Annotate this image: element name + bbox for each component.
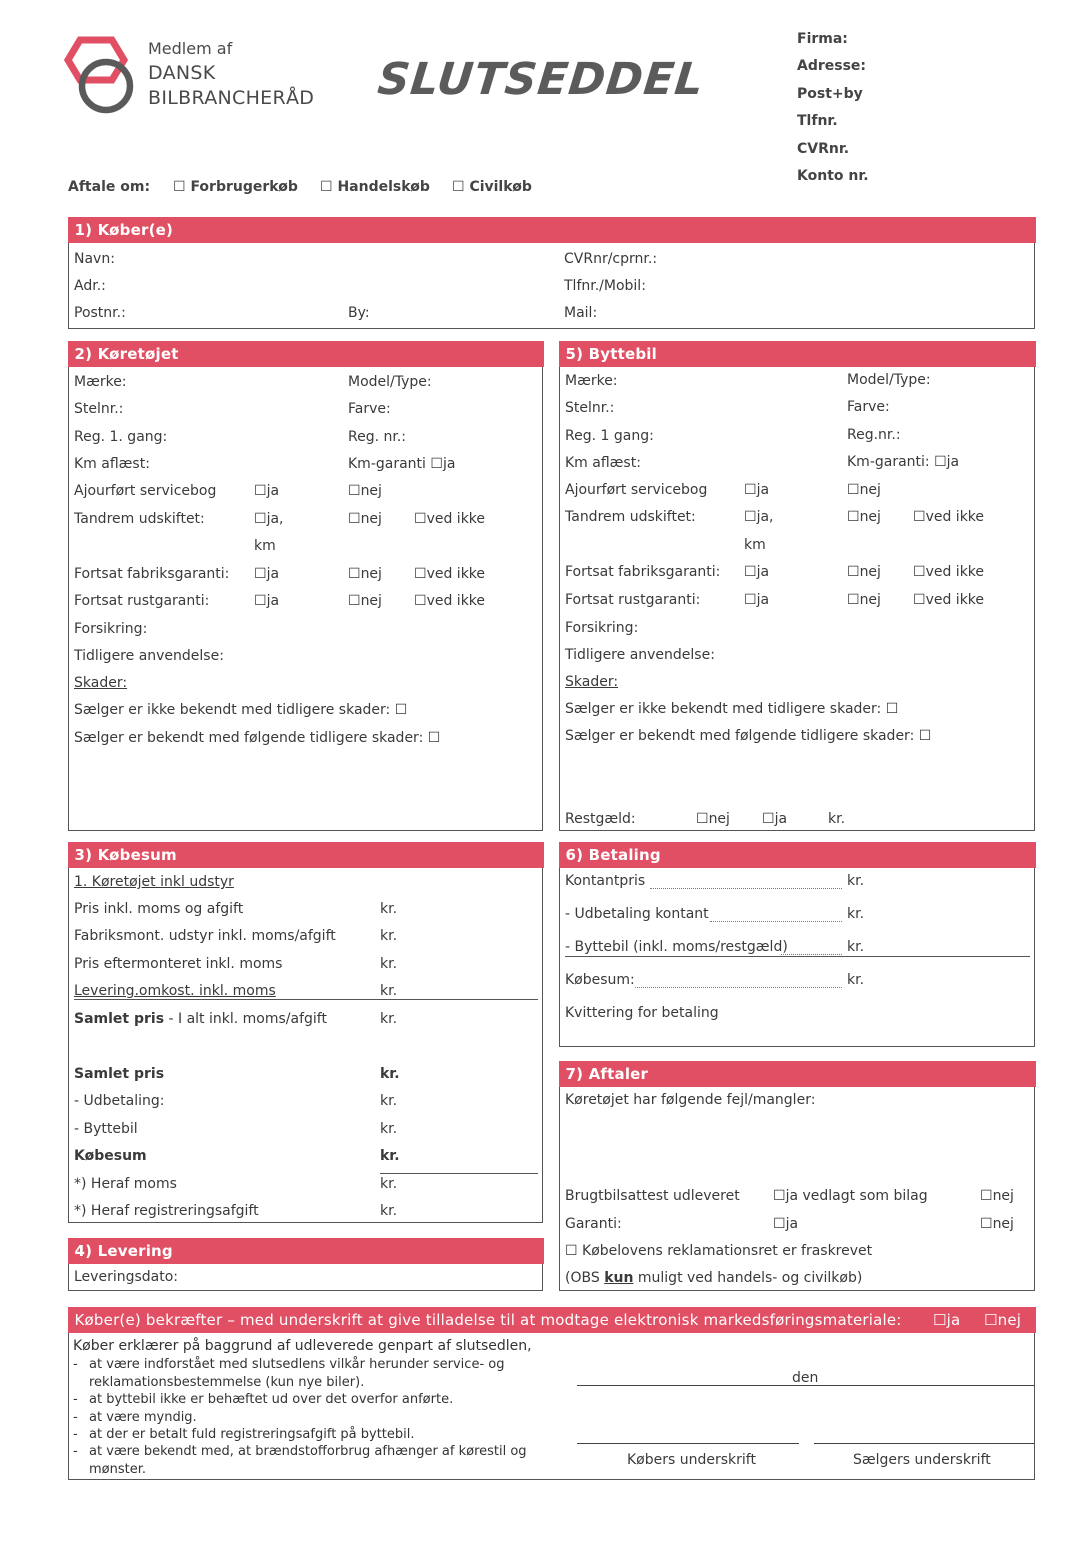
field-farve[interactable]: Farve: [348, 401, 391, 417]
page-title: SLUTSEDDEL [375, 54, 707, 105]
firm-field-adresse: Adresse: [797, 58, 867, 75]
field-leveringsdato[interactable]: Leveringsdato: [74, 1269, 179, 1285]
checkbox-icon [933, 1311, 947, 1329]
koebesum-row-kr[interactable]: kr. [380, 1148, 400, 1164]
dotted-leader [650, 888, 842, 889]
divider [74, 999, 538, 1000]
checkbox-bytte-fabrik-nej[interactable]: ☐ nej [847, 564, 881, 580]
checkbox-icon [984, 1311, 998, 1329]
checkbox-service-ja[interactable]: ☐ ja [254, 483, 279, 499]
checkbox-icon [565, 1243, 578, 1259]
betaling-row-label: - Byttebil (inkl. moms/restgæld) [565, 939, 788, 955]
obs-note: (OBS kun muligt ved handels- og civilkøb) [565, 1270, 863, 1286]
checkbox-icon [414, 566, 427, 582]
checkbox-restgaeld-nej[interactable]: ☐ nej [696, 811, 730, 827]
koebesum-row-kr[interactable]: kr. [380, 928, 398, 944]
section-betaling [559, 842, 1035, 1047]
checkbox-icon [696, 811, 709, 827]
checkbox-icon [320, 179, 333, 195]
label-bytte-rustgaranti: Fortsat rustgaranti: [565, 592, 701, 608]
field-bytte-regnr[interactable]: Reg.nr.: [847, 427, 901, 443]
field-stelnr[interactable]: Stelnr.: [74, 401, 124, 417]
checkbox-icon [913, 564, 926, 580]
checkbox-icon [980, 1216, 993, 1232]
label-rustgaranti: Fortsat rustgaranti: [74, 593, 210, 609]
section-koeretoej-title: 2) Køretøjet [68, 341, 544, 367]
field-bytte-maerke[interactable]: Mærke: [565, 373, 618, 389]
checkbox-tandrem-vedikke[interactable]: ☐ ved ikke [414, 511, 485, 527]
checkbox-icon [173, 179, 186, 195]
koebesum-row-label: Samlet pris [74, 1066, 165, 1082]
checkbox-icon [452, 179, 465, 195]
section-koeber-title: 1) Køber(e) [68, 217, 1036, 243]
checkbox-garanti-nej[interactable]: ☐ nej [980, 1216, 1014, 1232]
checkbox-icon [254, 511, 267, 527]
checkbox-icon [395, 702, 408, 718]
checkbox-icon [919, 728, 932, 744]
field-bytte-reg1[interactable]: Reg. 1 gang: [565, 428, 654, 444]
section-byttebil [559, 341, 1035, 831]
firm-info [797, 31, 869, 195]
section-byttebil-title: 5) Byttebil [559, 341, 1036, 367]
checkbox-icon [348, 593, 361, 609]
checkbox-marketing-ja[interactable]: ☐ ja [933, 1307, 960, 1334]
betaling-row-kr[interactable]: kr. [847, 873, 865, 889]
field-reg1[interactable]: Reg. 1. gang: [74, 429, 168, 445]
checkbox-icon [744, 482, 757, 498]
checkbox-icon [934, 454, 947, 470]
koebesum-subheading: 1. Køretøjet inkl udstyr [74, 874, 234, 890]
checkbox-kmgaranti[interactable]: Km-garanti ☐ ja [348, 456, 455, 472]
checkbox-reklamationsret[interactable]: ☐ Købelovens reklamationsret er fraskrevet [565, 1243, 872, 1259]
checkbox-ikke-bekendt[interactable]: Sælger er ikke bekendt med tidligere skader: ☐ [74, 702, 407, 718]
firm-field-tlf: Tlfnr. [797, 113, 838, 130]
checkbox-fabrik-ja[interactable]: ☐ ja [254, 566, 279, 582]
checkbox-bytte-tandrem-ja[interactable]: ☐ ja, [744, 509, 773, 525]
checkbox-icon [744, 592, 757, 608]
koebesum-row-kr[interactable]: kr. [380, 1066, 400, 1082]
label-bytte-fabriksgaranti: Fortsat fabriksgaranti: [565, 564, 721, 580]
section-koebesum [68, 842, 543, 1223]
declaration-item: - at være indforstået med slutsedlens vilkår herunder service- og reklamationsbestemmelse (kun nye biler). [73, 1356, 533, 1391]
betaling-row-label: Købesum: [565, 972, 635, 988]
section-bekraefter [68, 1307, 1035, 1480]
checkbox-garanti-ja[interactable]: ☐ ja [773, 1216, 798, 1232]
field-mail[interactable]: Mail: [564, 305, 598, 321]
field-maerke[interactable]: Mærke: [74, 374, 127, 390]
checkbox-bytte-ikke-bekendt[interactable]: Sælger er ikke bekendt med tidligere skader: ☐ [565, 701, 898, 717]
section-aftaler [559, 1061, 1035, 1291]
section-koeretoej [68, 341, 543, 831]
field-bytte-farve[interactable]: Farve: [847, 399, 890, 415]
checkbox-service-nej[interactable]: ☐ nej [348, 483, 382, 499]
betaling-row-label: - Udbetaling kontant [565, 906, 709, 922]
koeber-signature-line[interactable] [577, 1443, 799, 1444]
checkbox-icon [773, 1188, 786, 1204]
divider [380, 1173, 538, 1174]
koebesum-row-kr[interactable]: kr. [380, 956, 398, 972]
label-saelgers-underskrift: Sælgers underskrift [853, 1452, 991, 1468]
koebesum-row-label: - Udbetaling: [74, 1093, 165, 1109]
checkbox-icon [414, 593, 427, 609]
section-koebesum-title: 3) Købesum [68, 842, 544, 868]
checkbox-bytte-rust-ja[interactable]: ☐ ja [744, 592, 769, 608]
checkbox-icon [348, 483, 361, 499]
field-bytte-tandrem-km[interactable]: km [744, 537, 766, 553]
checkbox-tandrem-nej[interactable]: ☐ nej [348, 511, 382, 527]
field-kvittering[interactable]: Kvittering for betaling [565, 1005, 719, 1021]
field-bytte-stelnr[interactable]: Stelnr.: [565, 400, 615, 416]
field-forsikring[interactable]: Forsikring: [74, 621, 148, 637]
betaling-row-kr[interactable]: kr. [847, 906, 865, 922]
checkbox-rust-vedikke[interactable]: ☐ ved ikke [414, 593, 485, 609]
betaling-row-label: Kontantpris [565, 873, 646, 889]
koebesum-samlet-label: Samlet pris - I alt inkl. moms/afgift [74, 1011, 327, 1027]
saelger-signature-line[interactable] [814, 1443, 1034, 1444]
betaling-row-kr[interactable]: kr. [847, 972, 865, 988]
label-bytte-tandrem: Tandrem udskiftet: [565, 509, 696, 525]
koebesum-row-kr[interactable]: kr. [380, 1176, 398, 1192]
firm-field-postby: Post+by [797, 85, 863, 102]
divider [565, 956, 1030, 957]
checkbox-bytte-tandrem-nej[interactable]: ☐ nej [847, 509, 881, 525]
checkbox-icon [913, 592, 926, 608]
field-regnr[interactable]: Reg. nr.: [348, 429, 407, 445]
field-bytte-forsikring[interactable]: Forsikring: [565, 620, 639, 636]
checkbox-marketing-nej[interactable]: ☐ nej [984, 1307, 1021, 1334]
logo-line-1: Medlem af [148, 39, 233, 58]
checkbox-bytte-rust-nej[interactable]: ☐ nej [847, 592, 881, 608]
checkbox-icon [254, 593, 267, 609]
checkbox-icon [254, 566, 267, 582]
checkbox-icon [913, 509, 926, 525]
koebesum-row-kr[interactable]: kr. [380, 1093, 398, 1109]
label-den: den [792, 1370, 819, 1386]
koebesum-row-label: Levering.omkost. inkl. moms [74, 983, 276, 999]
firm-field-cvr: CVRnr. [797, 140, 850, 157]
label-service: Ajourført servicebog [74, 483, 217, 499]
label-fabriksgaranti: Fortsat fabriksgaranti: [74, 566, 230, 582]
label-skader: Skader: [74, 675, 128, 691]
section-bekraefter-title: Køber(e) bekræfter – med underskrift at give tilladelse til at modtage elektronisk markedsføringsmateriale: ☐ ja ☐ nej [68, 1307, 1036, 1333]
checkbox-civilkoeb[interactable]: ☐ Civilkøb [452, 179, 532, 195]
checkbox-bytte-tandrem-vedikke[interactable]: ☐ ved ikke [913, 509, 984, 525]
label-tandrem: Tandrem udskiftet: [74, 511, 205, 527]
koebesum-row-label: *) Heraf registreringsafgift [74, 1203, 259, 1219]
checkbox-bytte-kmgaranti[interactable]: Km-garanti: ☐ ja [847, 454, 959, 470]
field-postnr[interactable]: Postnr.: [74, 305, 126, 321]
checkbox-icon [348, 511, 361, 527]
checkbox-icon [847, 564, 860, 580]
field-navn[interactable]: Navn: [74, 251, 115, 267]
field-adr[interactable]: Adr.: [74, 278, 106, 294]
checkbox-tandrem-ja[interactable]: ☐ ja, [254, 511, 283, 527]
field-bytte-km[interactable]: Km aflæst: [565, 455, 641, 471]
logo-line-2: DANSK [148, 62, 216, 84]
checkbox-bytte-fabrik-ja[interactable]: ☐ ja [744, 564, 769, 580]
declaration-item: - at være bekendt med, at brændstofforbrug afhænger af kørestil og mønster. [73, 1443, 533, 1478]
koebesum-row-label: Købesum [74, 1148, 147, 1164]
section-aftaler-title: 7) Aftaler [559, 1061, 1036, 1087]
checkbox-icon [847, 482, 860, 498]
checkbox-icon [744, 509, 757, 525]
checkbox-icon [414, 511, 427, 527]
checkbox-fabrik-vedikke[interactable]: ☐ ved ikke [414, 566, 485, 582]
koebesum-row-kr[interactable]: kr. [380, 1011, 398, 1027]
field-bytte-model[interactable]: Model/Type: [847, 372, 931, 388]
checkbox-bytte-service-nej[interactable]: ☐ nej [847, 482, 881, 498]
label-koebers-underskrift: Købers underskrift [627, 1452, 756, 1468]
field-by[interactable]: By: [348, 305, 370, 321]
checkbox-rust-ja[interactable]: ☐ ja [254, 593, 279, 609]
koebesum-row-label: Pris eftermonteret inkl. moms [74, 956, 283, 972]
checkbox-icon [430, 456, 443, 472]
checkbox-icon [762, 811, 775, 827]
field-tandrem-km[interactable]: km [254, 538, 276, 554]
section-betaling-title: 6) Betaling [559, 842, 1036, 868]
firm-field-konto: Konto nr. [797, 167, 869, 184]
koebesum-row-label: - Byttebil [74, 1121, 138, 1137]
label-restgaeld: Restgæld: [565, 811, 636, 827]
checkbox-icon [847, 592, 860, 608]
checkbox-bytte-service-ja[interactable]: ☐ ja [744, 482, 769, 498]
field-km[interactable]: Km aflæst: [74, 456, 150, 472]
koebesum-row-label: *) Heraf moms [74, 1176, 177, 1192]
checkbox-rust-nej[interactable]: ☐ nej [348, 593, 382, 609]
declaration-intro: Køber erklærer på baggrund af udleverede genpart af slutsedlen, [73, 1338, 532, 1354]
checkbox-brugtbil-ja[interactable]: ☐ ja vedlagt som bilag [773, 1188, 928, 1204]
betaling-row-kr[interactable]: kr. [847, 939, 865, 955]
logo-line-3: BILBRANCHERÅD [148, 87, 315, 109]
checkbox-bytte-fabrik-vedikke[interactable]: ☐ ved ikke [913, 564, 984, 580]
field-fejl-mangler[interactable]: Køretøjet har følgende fejl/mangler: [565, 1092, 816, 1108]
dansk-bilbrancheraad-logo-icon [64, 36, 138, 116]
label-brugtbilsattest: Brugtbilsattest udleveret [565, 1188, 740, 1204]
koebesum-row-kr[interactable]: kr. [380, 1203, 398, 1219]
checkbox-icon [980, 1188, 993, 1204]
checkbox-fabrik-nej[interactable]: ☐ nej [348, 566, 382, 582]
checkbox-forbrugerkoeb[interactable]: ☐ Forbrugerkøb [173, 179, 298, 195]
checkbox-icon [428, 730, 441, 746]
label-bytte-skader: Skader: [565, 674, 619, 690]
section-koeber [68, 217, 1035, 329]
field-tlf[interactable]: Tlfnr./Mobil: [564, 278, 646, 294]
koebesum-row-label: Pris inkl. moms og afgift [74, 901, 244, 917]
field-restgaeld-kr[interactable]: kr. [828, 811, 846, 827]
checkbox-bekendt[interactable]: Sælger er bekendt med følgende tidligere skader: ☐ [74, 730, 440, 746]
field-tidligere[interactable]: Tidligere anvendelse: [74, 648, 224, 664]
checkbox-handelskoeb[interactable]: ☐ Handelskøb [320, 179, 430, 195]
checkbox-icon [348, 566, 361, 582]
declaration-item: - at byttebil ikke er behæftet ud over det overfor anførte. [73, 1391, 533, 1408]
field-cvr[interactable]: CVRnr/cprnr.: [564, 251, 658, 267]
checkbox-icon [773, 1216, 786, 1232]
declaration-list [73, 1338, 533, 1478]
dotted-leader [781, 954, 842, 955]
section-levering-title: 4) Levering [68, 1238, 544, 1264]
dotted-leader [635, 987, 842, 988]
checkbox-brugtbil-nej[interactable]: ☐ nej [980, 1188, 1014, 1204]
field-bytte-tidligere[interactable]: Tidligere anvendelse: [565, 647, 715, 663]
checkbox-icon [254, 483, 267, 499]
koebesum-row-kr[interactable]: kr. [380, 901, 398, 917]
declaration-item: - at være myndig. [73, 1409, 533, 1426]
koebesum-row-kr[interactable]: kr. [380, 1121, 398, 1137]
checkbox-bytte-rust-vedikke[interactable]: ☐ ved ikke [913, 592, 984, 608]
label-bytte-service: Ajourført servicebog [565, 482, 708, 498]
section-levering [68, 1238, 543, 1291]
declaration-item: - at der er betalt fuld registreringsafgift på byttebil. [73, 1426, 533, 1443]
checkbox-icon [744, 564, 757, 580]
firm-field-firma: Firma: [797, 31, 848, 47]
field-model[interactable]: Model/Type: [348, 374, 432, 390]
checkbox-icon [886, 701, 899, 717]
koebesum-row-kr[interactable]: kr. [380, 983, 398, 999]
checkbox-restgaeld-ja[interactable]: ☐ ja [762, 811, 787, 827]
aftale-label: Aftale om: [68, 179, 151, 195]
koebesum-row-label: Fabriksmont. udstyr inkl. moms/afgift [74, 928, 336, 944]
dotted-leader [710, 921, 842, 922]
checkbox-bytte-bekendt[interactable]: Sælger er bekendt med følgende tidligere skader: ☐ [565, 728, 931, 744]
logo-text [148, 36, 314, 111]
label-garanti: Garanti: [565, 1216, 622, 1232]
checkbox-icon [847, 509, 860, 525]
